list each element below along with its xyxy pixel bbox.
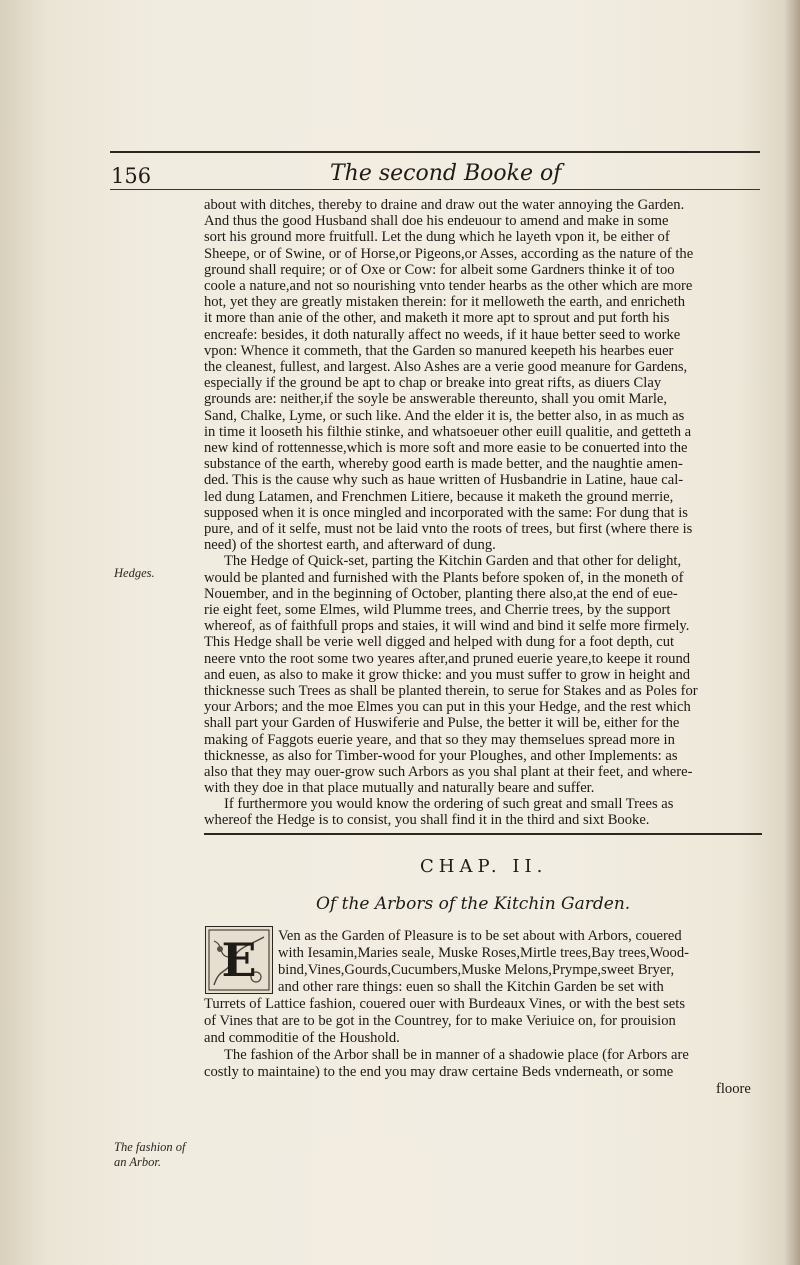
body-line: rie eight feet, some Elmes, wild Plumme trees, and Cherrie trees, by the support bbox=[204, 602, 671, 618]
body-line: about with ditches, thereby to draine and draw out the water annoying the Garden. bbox=[204, 197, 685, 213]
chapter-line: The fashion of the Arbor shall be in manner of a shadowie place (for Arbors are bbox=[224, 1047, 689, 1063]
margin-note-arbor-line-2: an Arbor. bbox=[114, 1155, 162, 1169]
body-line: and euen, as also to make it grow thicke: and you must suffer to grow in height and bbox=[204, 667, 691, 683]
page-number: 156 bbox=[111, 164, 152, 188]
body-line: coole a nature,and not so nourishing vnto tender hearbs as the other which are more bbox=[204, 278, 693, 294]
chapter-line: and commoditie of the Houshold. bbox=[204, 1030, 400, 1046]
top-rule bbox=[110, 151, 760, 153]
body-line: shall part your Garden of Huswiferie and Pulse, the better it will be, either for the bbox=[204, 715, 680, 731]
body-line: grounds are: neither,if the soyle be answerable thereunto, shall you omit Marle, bbox=[204, 391, 668, 407]
body-line: in time it looseth his filthie stinke, and whatsoeuer other euill qualitie, and getteth a bbox=[204, 424, 692, 440]
body-line: pure, and of it selfe, must not be laid vnto the roots of trees, but first (where there is bbox=[204, 521, 693, 537]
chapter-heading: CHAP. II. bbox=[420, 856, 548, 877]
body-line: need) of the shortest earth, and afterward of dung. bbox=[204, 537, 496, 553]
body-line: encreafe: besides, it doth naturally affect no weeds, if it haue better seed to worke bbox=[204, 327, 681, 343]
body-line: Sand, Chalke, Lyme, or such like. And the elder it is, the better also, in as much as bbox=[204, 408, 685, 424]
body-line: hot, yet they are greatly mistaken therein: for it melloweth the earth, and enricheth bbox=[204, 294, 686, 310]
body-line: supposed when it is once mingled and incorporated with the same: For dung that is bbox=[204, 505, 688, 521]
body-line: Nouember, and in the beginning of October, planting there also,at the end of eue- bbox=[204, 586, 678, 602]
chapter-line: Turrets of Lattice fashion, couered ouer with Burdeaux Vines, or with the best sets bbox=[204, 996, 686, 1012]
body-line: thicknesse such Trees as shall be planted therein, to serue for Stakes and as Poles for bbox=[204, 683, 698, 699]
body-line: the cleanest, fullest, and largest. Also Ashes are a verie good meanure for Gardens, bbox=[204, 359, 688, 375]
body-line: making of Faggots euerie yeare, and that so they may themselues spread more in bbox=[204, 732, 675, 748]
body-line: substance of the earth, whereby good earth is made better, and the naughtie amen- bbox=[204, 456, 683, 472]
body-line: it more than anie of the other, and maketh it more apt to sprout and put forth his bbox=[204, 310, 670, 326]
body-line: ground shall require; or of Oxe or Cow: for albeit some Gardners thinke it of too bbox=[204, 262, 675, 278]
head-rule bbox=[110, 189, 760, 190]
chapter-line: costly to maintaine) to the end you may draw certaine Beds vnderneath, or some bbox=[204, 1064, 674, 1080]
body-line: whereof the Hedge is to consist, you shall find it in the third and sixt Booke. bbox=[204, 812, 650, 828]
margin-note-hedges: Hedges. bbox=[114, 566, 155, 580]
chapter-title: Of the Arbors of the Kitchin Garden. bbox=[316, 894, 631, 914]
body-line: especially if the ground be apt to chap or breake into great rifts, as diuers Clay bbox=[204, 375, 662, 391]
body-line: thicknesse, as also for Timber-wood for your Ploughes, and other Implements: as bbox=[204, 748, 678, 764]
margin-note-arbor-fashion bbox=[114, 1140, 198, 1170]
chapter-line: of Vines that are to be got in the Countrey, for to make Veriuice on, for prouision bbox=[204, 1013, 676, 1029]
body-line: your Arbors; and the moe Elmes you can put in this your Hedge, and the rest which bbox=[204, 699, 691, 715]
running-head: The second Booke of bbox=[330, 161, 562, 186]
body-line: sort his ground more fruitfull. Let the dung which he layeth vpon it, be either of bbox=[204, 229, 670, 245]
body-line: with they doe in that place mutually and naturally beare and suffer. bbox=[204, 780, 595, 796]
body-line: new kind of rottennesse,which is more soft and more easie to be conuerted into the bbox=[204, 440, 688, 456]
body-line: whereof, as of faithfull props and staies, it will wind and bind it selfe more firmely. bbox=[204, 618, 690, 634]
body-line: would be planted and furnished with the Plants before spoken of, in the moneth of bbox=[204, 570, 684, 586]
chapter-line: with Iesamin,Maries seale, Muske Roses,Mirtle trees,Bay trees,Wood- bbox=[278, 945, 689, 961]
body-line: neere vnto the root some two yeares after,and pruned euerie yeare,to keepe it round bbox=[204, 651, 691, 667]
body-line: And thus the good Husband shall doe his endeuour to amend and make in some bbox=[204, 213, 669, 229]
body-line: vpon: Whence it commeth, that the Garden so manured keepeth his hearbes euer bbox=[204, 343, 674, 359]
chapter-line: Ven as the Garden of Pleasure is to be set about with Arbors, couered bbox=[278, 928, 682, 944]
chapter-line: and other rare things: euen so shall the Kitchin Garden be set with bbox=[278, 979, 664, 995]
body-line: Sheepe, or of Swine, or of Horse,or Pigeons,or Asses, according as the nature of the bbox=[204, 246, 694, 262]
drop-cap bbox=[205, 926, 273, 994]
body-line: ded. This is the cause why such as haue written of Husbandrie in Latine, haue cal- bbox=[204, 472, 684, 488]
chapter-line: bind,Vines,Gourds,Cucumbers,Muske Melons,Prympe,sweet Bryer, bbox=[278, 962, 675, 978]
body-line: The Hedge of Quick-set, parting the Kitchin Garden and that other for delight, bbox=[224, 553, 682, 569]
body-line: also that they may ouer-grow such Arbors as you shal plant at their feet, and where- bbox=[204, 764, 693, 780]
drop-cap-letter: E bbox=[221, 933, 257, 987]
body-line: led dung Latamen, and Frenchmen Litiere, because it maketh the ground merrie, bbox=[204, 489, 674, 505]
body-line: This Hedge shall be verie well digged and helped with dung for a foot depth, cut bbox=[204, 634, 675, 650]
section-rule bbox=[204, 833, 762, 835]
margin-note-arbor-line-1: The fashion of bbox=[114, 1140, 186, 1154]
catchword: floore bbox=[716, 1081, 751, 1097]
body-line: If furthermore you would know the ordering of such great and small Trees as bbox=[224, 796, 674, 812]
